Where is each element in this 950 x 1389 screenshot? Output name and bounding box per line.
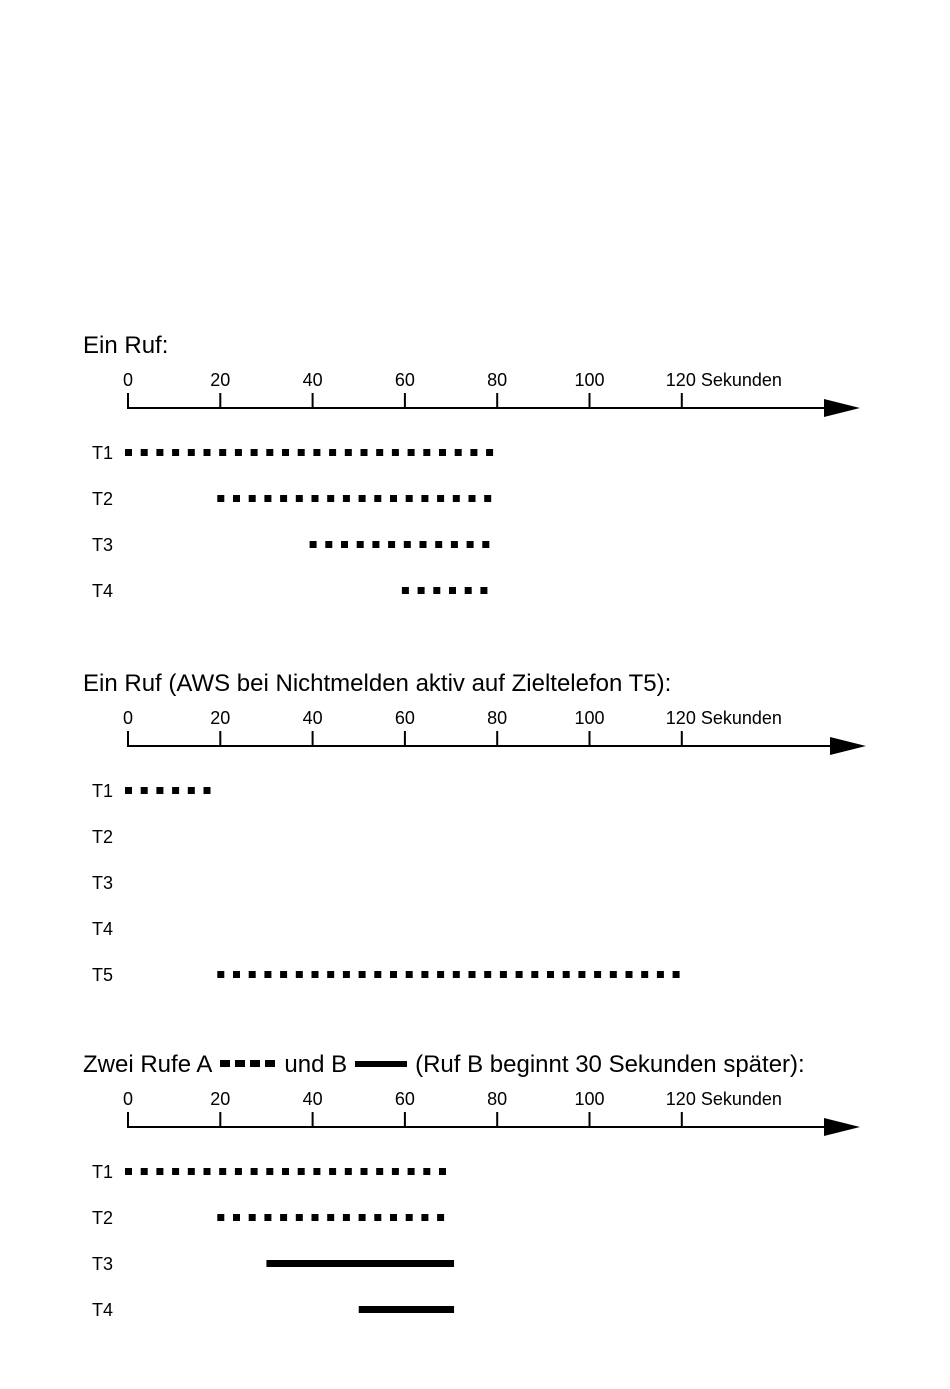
timeline-diagram-2 (0, 638, 950, 1018)
ring-dash (408, 1168, 415, 1175)
ring-dash (251, 449, 258, 456)
ring-dash (264, 971, 271, 978)
tick-label: 120 Sekunden (665, 370, 782, 390)
ring-dash (296, 495, 303, 502)
ring-dash (406, 1214, 413, 1221)
ring-dash (341, 541, 348, 548)
row-label-t2: T2 (92, 1208, 114, 1228)
ring-dash (251, 1168, 258, 1175)
ring-dash (421, 971, 428, 978)
ring-dash (219, 1168, 226, 1175)
row-label-t3: T3 (92, 873, 114, 893)
ring-dash (484, 971, 491, 978)
tick-label: 120 Sekunden (665, 1089, 782, 1109)
row-label-t1: T1 (92, 443, 114, 463)
timeline-diagram-3 (0, 1019, 950, 1349)
ring-phase-bar-t1 (125, 449, 493, 456)
ring-dash (435, 541, 442, 548)
tick-label: 40 (302, 708, 323, 728)
ring-dash (264, 1214, 271, 1221)
ring-dash (125, 1168, 132, 1175)
section-title: Ein Ruf (AWS bei Nichtmelden aktiv auf Zieltelefon T5): (83, 670, 672, 697)
ring-dash (453, 495, 460, 502)
ring-dash (298, 449, 305, 456)
timeline-diagram-1 (0, 300, 950, 630)
row-label-t3: T3 (92, 1254, 114, 1274)
axis-arrow-icon (824, 1118, 860, 1136)
ring-dash (282, 1168, 289, 1175)
ring-dash (172, 1168, 179, 1175)
ring-dash (280, 495, 287, 502)
ring-dash (264, 495, 271, 502)
ring-dash (280, 971, 287, 978)
ring-dash (439, 1168, 446, 1175)
ring-dash (172, 787, 179, 794)
ring-dash (467, 541, 474, 548)
ring-dash (420, 541, 427, 548)
ring-dash (376, 1168, 383, 1175)
ring-dash (392, 449, 399, 456)
ring-dash (282, 449, 289, 456)
ring-dash (470, 449, 477, 456)
ring-dash (204, 1168, 211, 1175)
ring-dash (449, 587, 456, 594)
title-part-2: und B (284, 1051, 348, 1078)
ring-dash (465, 587, 472, 594)
ring-dash (433, 587, 440, 594)
ring-dash (219, 449, 226, 456)
ring-phase-bar-t2 (217, 495, 491, 502)
ring-dash (296, 1214, 303, 1221)
ring-dash (343, 495, 350, 502)
ring-dash (439, 449, 446, 456)
ring-dash (402, 587, 409, 594)
ring-dash (421, 1214, 428, 1221)
ring-dash (423, 1168, 430, 1175)
axis-arrow-icon (830, 737, 866, 755)
ring-dash (455, 449, 462, 456)
ring-dash (626, 971, 633, 978)
ring-dash (329, 1168, 336, 1175)
ring-dash (361, 449, 368, 456)
ring-dash (204, 449, 211, 456)
ring-dash (673, 971, 680, 978)
ring-dash (482, 541, 489, 548)
ring-dash (217, 1214, 224, 1221)
ring-dash (406, 971, 413, 978)
ring-dash (418, 587, 425, 594)
ring-dash (188, 787, 195, 794)
ring-dash (327, 1214, 334, 1221)
row-label-t4: T4 (92, 919, 114, 939)
ring-dash (141, 1168, 148, 1175)
ring-dash (298, 1168, 305, 1175)
ring-dash (233, 495, 240, 502)
ring-dash (345, 1168, 352, 1175)
tick-label: 60 (394, 708, 415, 728)
ring-dash (296, 971, 303, 978)
ring-dash (325, 541, 332, 548)
ring-phase-bar-t5 (217, 971, 679, 978)
timeline-section-1 (0, 300, 950, 630)
ring-dash (345, 449, 352, 456)
ring-dash (141, 787, 148, 794)
ring-phase-bar-t4 (359, 1306, 454, 1313)
tick-label: 80 (487, 1089, 508, 1109)
ring-phase-bar-t3 (266, 1260, 454, 1267)
ring-dash (547, 971, 554, 978)
ring-dash (390, 1214, 397, 1221)
ring-dash (312, 1214, 319, 1221)
ring-dash (392, 1168, 399, 1175)
ring-dash (313, 449, 320, 456)
tick-label: 20 (210, 1089, 231, 1109)
ring-dash (484, 495, 491, 502)
ring-dash (437, 1214, 444, 1221)
ring-phase-bar-t1 (125, 1168, 446, 1175)
ring-dash (641, 971, 648, 978)
ring-phase-bar-t2 (217, 1214, 444, 1221)
ring-dash (266, 449, 273, 456)
timeline-section-3 (0, 1019, 950, 1349)
row-label-t4: T4 (92, 581, 114, 601)
ring-dash (310, 541, 317, 548)
tick-label: 100 (574, 708, 605, 728)
ring-dash (423, 449, 430, 456)
ring-dash (374, 971, 381, 978)
ring-dash (469, 971, 476, 978)
ring-dash (312, 971, 319, 978)
ring-dash (156, 787, 163, 794)
tick-label: 40 (302, 370, 323, 390)
ring-dash (204, 787, 211, 794)
ring-dash (390, 495, 397, 502)
ring-dash (359, 1214, 366, 1221)
section-title: Ein Ruf: (83, 332, 169, 359)
timeline-section-2 (0, 638, 950, 985)
ring-dash (359, 971, 366, 978)
ring-dash (500, 971, 507, 978)
tick-label: 60 (394, 1089, 415, 1109)
ring-dash (376, 449, 383, 456)
axis-arrow-icon (824, 399, 860, 417)
ring-dash (125, 449, 132, 456)
ring-dash (359, 495, 366, 502)
ring-dash (421, 495, 428, 502)
ring-dash (390, 971, 397, 978)
ring-dash (233, 971, 240, 978)
ring-dash (357, 541, 364, 548)
ring-dash (480, 587, 487, 594)
ring-dash (172, 449, 179, 456)
ring-dash (188, 1168, 195, 1175)
ring-dash (329, 449, 336, 456)
ring-dash (388, 541, 395, 548)
ring-dash (217, 971, 224, 978)
ring-dash (266, 1168, 273, 1175)
row-label-t4: T4 (92, 1300, 114, 1320)
ring-phase-bar-t3 (310, 541, 490, 548)
ring-dash (343, 971, 350, 978)
row-label-t1: T1 (92, 1162, 114, 1182)
ring-dash (249, 495, 256, 502)
row-label-t5: T5 (92, 965, 114, 985)
title-part-3: (Ruf B beginnt 30 Sekunden später): (415, 1051, 805, 1078)
ring-dash (235, 1168, 242, 1175)
row-label-t3: T3 (92, 535, 114, 555)
tick-label: 40 (302, 1089, 323, 1109)
row-label-t2: T2 (92, 827, 114, 847)
ring-dash (125, 787, 132, 794)
ring-dash (610, 971, 617, 978)
ring-dash (404, 541, 411, 548)
ring-dash (235, 449, 242, 456)
ring-phase-bar-t4 (402, 587, 488, 594)
ring-dash (486, 449, 493, 456)
ring-dash (531, 971, 538, 978)
ring-dash (343, 1214, 350, 1221)
ring-dash (406, 495, 413, 502)
tick-label: 0 (122, 708, 134, 728)
ring-dash (141, 449, 148, 456)
row-label-t1: T1 (92, 781, 114, 801)
ring-dash (469, 495, 476, 502)
ring-dash (156, 1168, 163, 1175)
ring-dash (156, 449, 163, 456)
ring-dash (372, 541, 379, 548)
tick-label: 0 (122, 1089, 134, 1109)
tick-label: 100 (574, 1089, 605, 1109)
tick-label: 20 (210, 708, 231, 728)
ring-dash (361, 1168, 368, 1175)
ring-dash (578, 971, 585, 978)
tick-label: 80 (487, 708, 508, 728)
ring-dash (313, 1168, 320, 1175)
row-label-t2: T2 (92, 489, 114, 509)
ring-dash (594, 971, 601, 978)
ring-dash (217, 495, 224, 502)
tick-label: 120 Sekunden (665, 708, 782, 728)
ring-dash (374, 1214, 381, 1221)
ring-dash (233, 1214, 240, 1221)
tick-label: 60 (394, 370, 415, 390)
ring-dash (188, 449, 195, 456)
title-part-1: Zwei Rufe A (83, 1051, 213, 1078)
ring-dash (249, 1214, 256, 1221)
tick-label: 0 (122, 370, 134, 390)
ring-dash (437, 495, 444, 502)
ring-dash (437, 971, 444, 978)
tick-label: 20 (210, 370, 231, 390)
ring-dash (327, 971, 334, 978)
ring-dash (408, 449, 415, 456)
ring-dash (249, 971, 256, 978)
ring-phase-bar-t1 (125, 787, 211, 794)
ring-dash (327, 495, 334, 502)
ring-dash (516, 971, 523, 978)
ring-dash (280, 1214, 287, 1221)
tick-label: 100 (574, 370, 605, 390)
ring-dash (657, 971, 664, 978)
ring-dash (453, 971, 460, 978)
ring-dash (451, 541, 458, 548)
ring-dash (312, 495, 319, 502)
ring-dash (374, 495, 381, 502)
tick-label: 80 (487, 370, 508, 390)
ring-dash (563, 971, 570, 978)
